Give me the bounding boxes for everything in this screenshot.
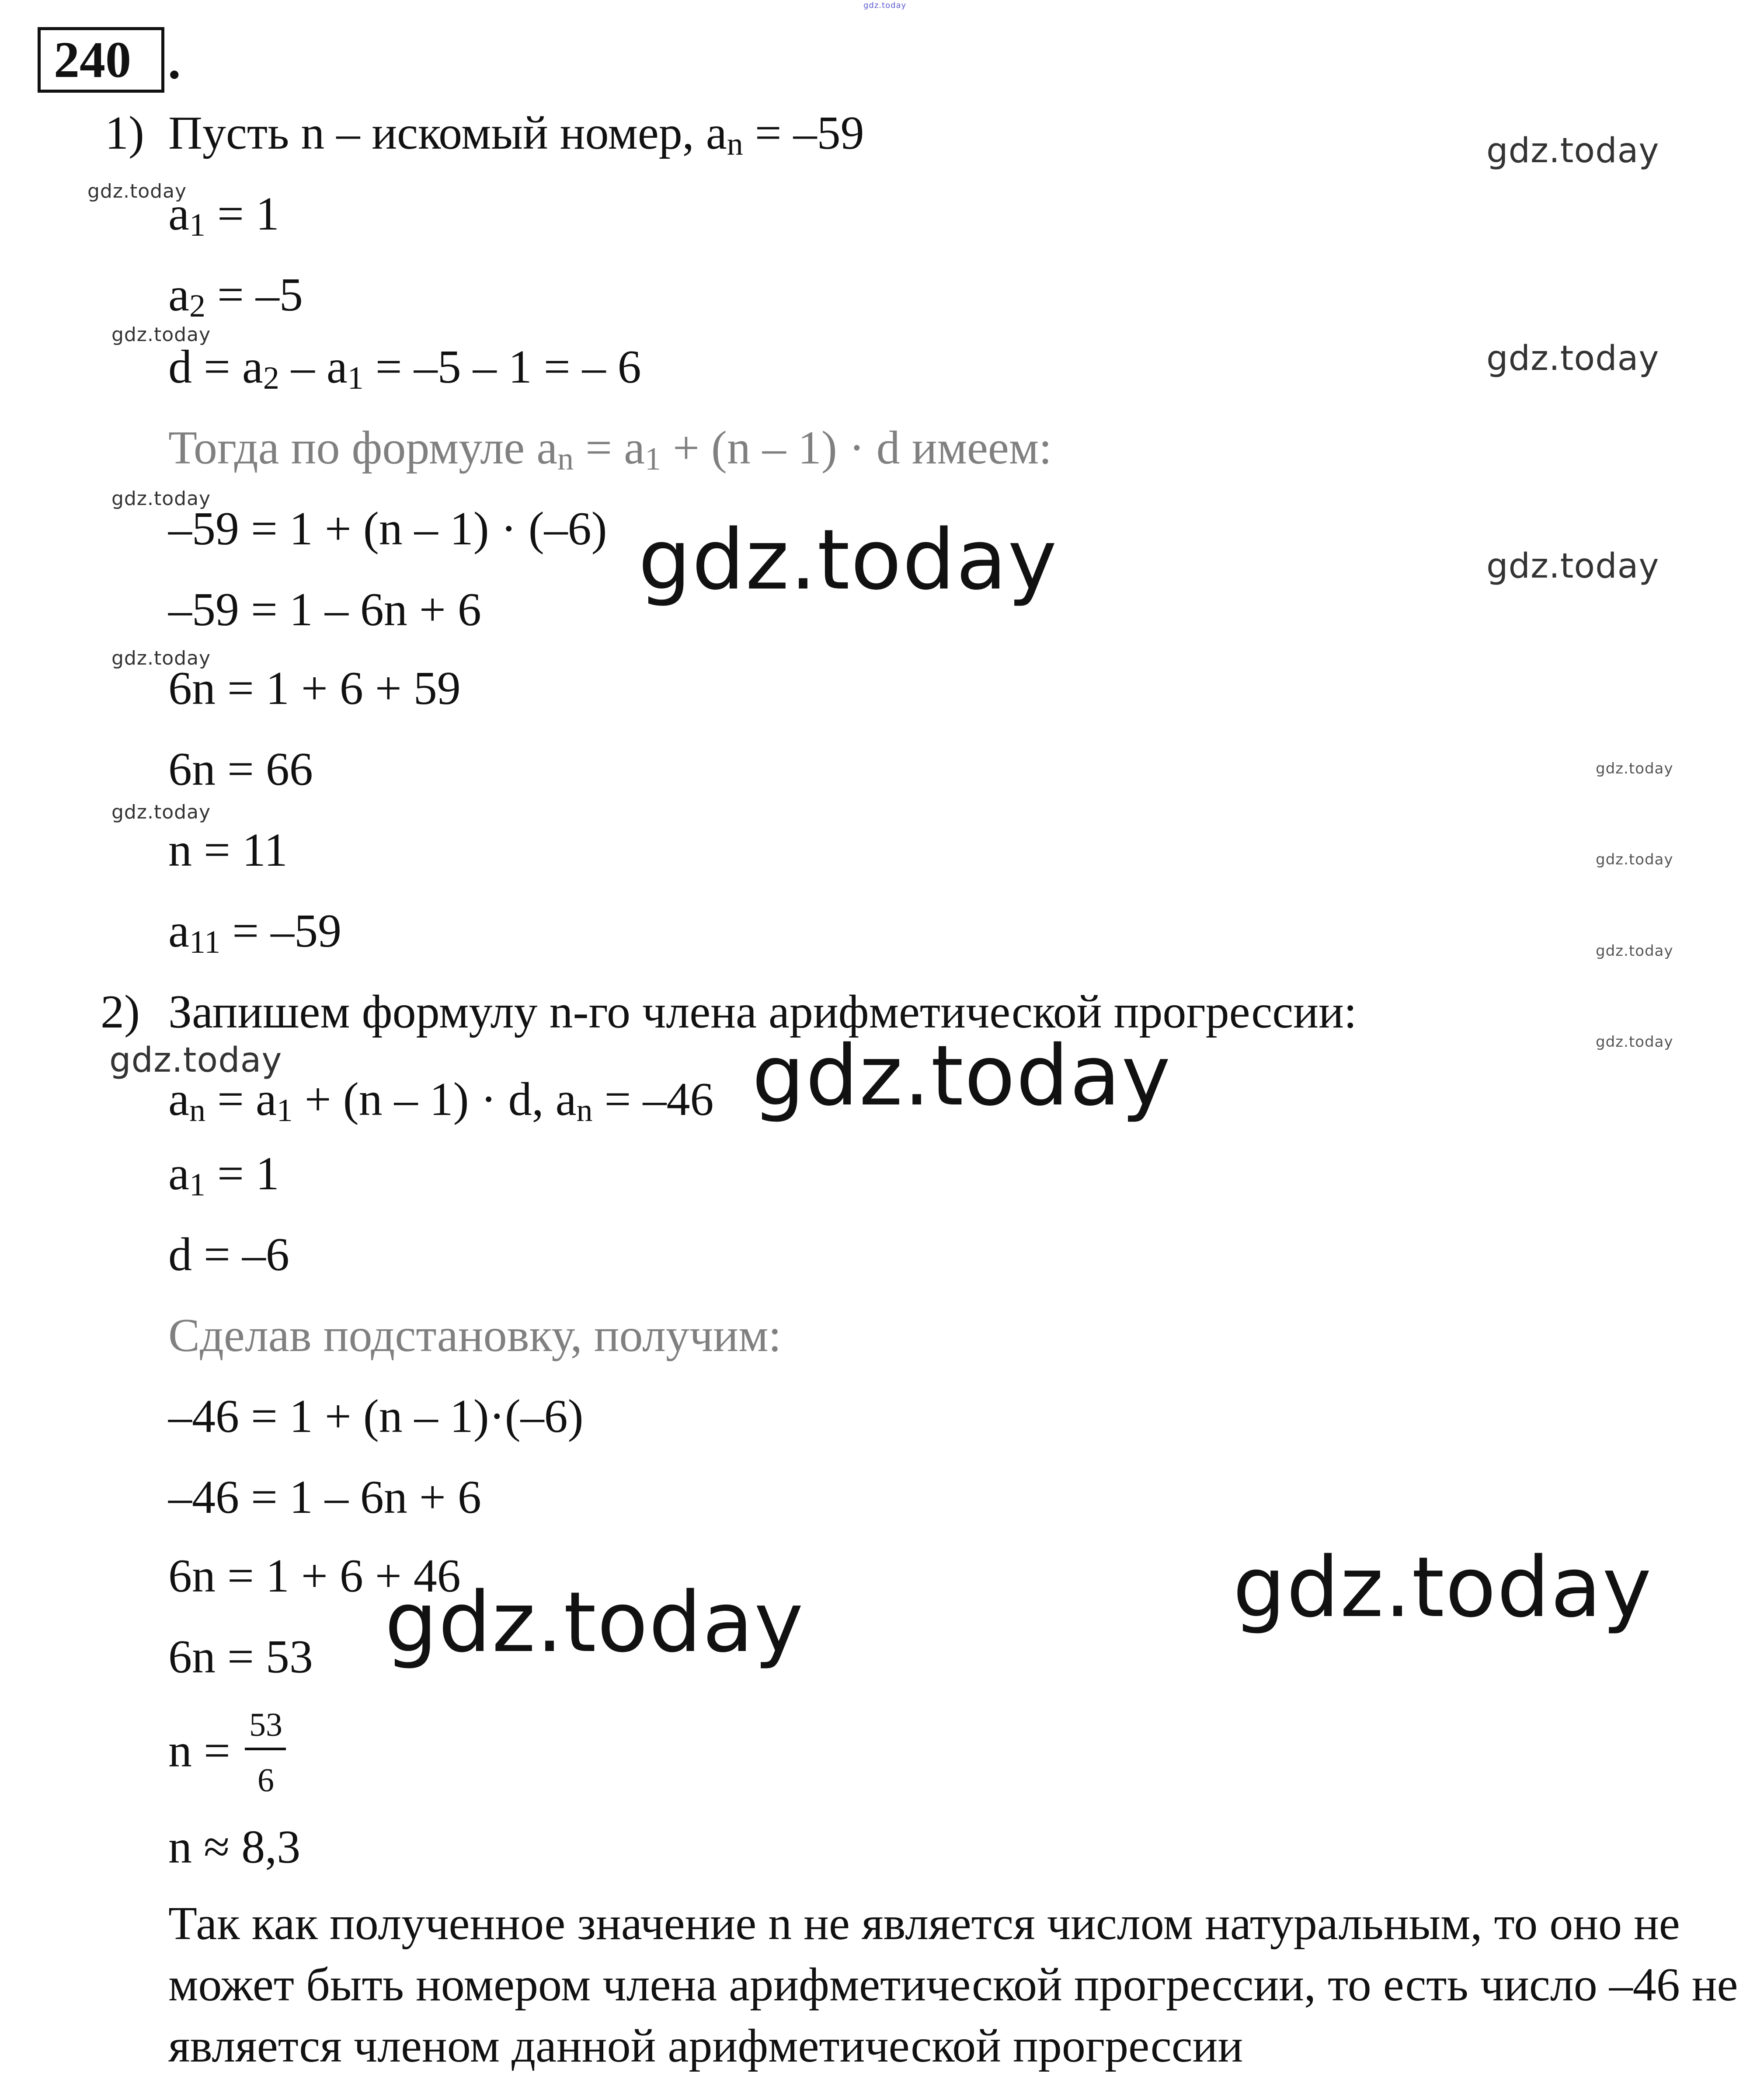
watermark: gdz.today — [111, 801, 211, 823]
task-number-dot: . — [168, 32, 181, 90]
fraction-bar — [245, 1748, 286, 1750]
fraction-denominator: 6 — [257, 1762, 274, 1799]
part2-marker: 2) — [101, 986, 140, 1038]
part1-eq4: 6n = 66 — [168, 743, 313, 795]
part2-eq6: n ≈ 8,3 — [168, 1821, 301, 1873]
part1-a2: $a_2 = -5$ — [168, 269, 303, 324]
part2-eq5-lhs: n = — [168, 1725, 230, 1777]
part2-eq3: 6n = 1 + 6 + 46 — [168, 1550, 461, 1602]
part1-eq2: –59 = 1 – 6n + 6 — [168, 584, 481, 636]
watermark-large: gdz.today — [385, 1574, 804, 1671]
watermark: gdz.today — [1596, 760, 1674, 777]
part2-eq1: –46 = 1 + (n – 1)·(–6) — [168, 1390, 584, 1442]
watermark: gdz.today — [1596, 851, 1674, 868]
part2-eq2: –46 = 1 – 6n + 6 — [168, 1471, 481, 1523]
task-number-box — [38, 27, 164, 93]
watermark: gdz.today — [111, 324, 211, 346]
part1-eq5: n = 11 — [168, 824, 288, 876]
fraction-numerator: 53 — [249, 1707, 282, 1743]
part1-a1: $a_1 = 1$ — [168, 188, 279, 243]
watermark: gdz.today — [1486, 339, 1660, 378]
part2-substitution: Сделав подстановку, получим: — [168, 1310, 782, 1362]
part1-eq1: –59 = 1 + (n – 1) · (–6) — [168, 503, 607, 555]
watermark: gdz.today — [87, 180, 187, 202]
part1-marker: 1) — [105, 107, 144, 159]
part2-eq4: 6n = 53 — [168, 1631, 313, 1683]
watermark: gdz.today — [111, 647, 211, 669]
part2-d: d = –6 — [168, 1229, 289, 1281]
watermark: gdz.today — [109, 1041, 282, 1080]
part2-a1: $a_1 = 1$ — [168, 1148, 279, 1203]
watermark: gdz.today — [1596, 942, 1674, 960]
part1-formula: Тогда по формуле $a_n = a_1 + (n - 1) \cdot d$ имеем: — [168, 422, 1052, 477]
watermark-large: gdz.today — [1233, 1539, 1653, 1636]
watermark: gdz.today — [1486, 131, 1660, 171]
task-number: 240 — [54, 31, 131, 88]
watermark-top: gdz.today — [863, 1, 907, 10]
watermark-large: gdz.today — [752, 1028, 1172, 1124]
part2-intro: Запишем формулу n-го члена арифметической прогрессии: — [168, 986, 1357, 1038]
part2-formula: $a_n = a_1 + (n - 1) \cdot d$, $a_n = -46$ — [168, 1073, 714, 1129]
part1-intro: Пусть n – искомый номер, $a_n = -59$ — [168, 107, 864, 162]
watermark: gdz.today — [1486, 547, 1660, 586]
watermark: gdz.today — [1596, 1033, 1674, 1051]
watermark-large: gdz.today — [638, 512, 1058, 608]
part2-conclusion: Так как полученное значение n не является числом натуральным, то оно не может быть номером члена арифметической прогрессии, то есть число –46 не является членом данной арифметической прогрессии — [168, 1898, 1738, 2072]
part1-eq3: 6n = 1 + 6 + 59 — [168, 662, 461, 714]
part1-eq6: $a_{11} = -59$ — [168, 905, 342, 960]
part1-d: $d = a_2 - a_1 = -5 - 1$ = – 6 — [168, 341, 641, 396]
watermark: gdz.today — [111, 488, 211, 510]
